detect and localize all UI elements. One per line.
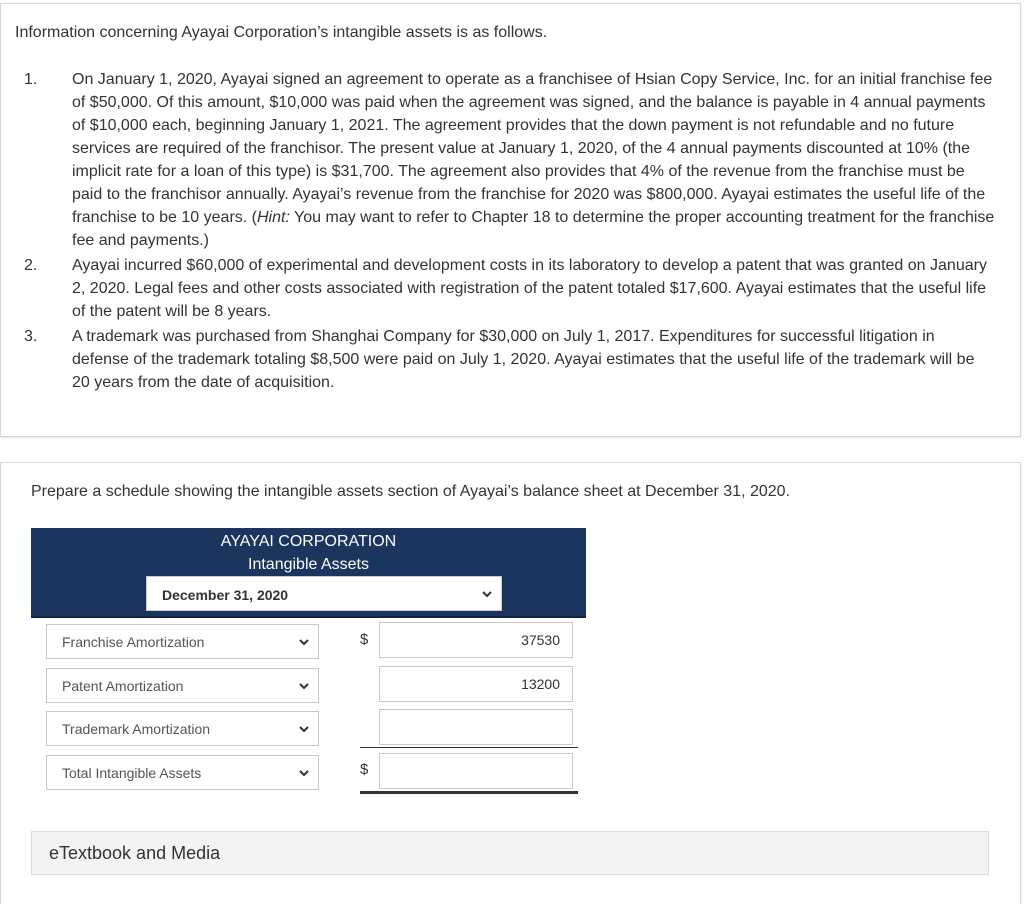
chevron-down-icon [298,680,310,692]
row-label: Trademark Amortization [62,721,211,737]
franchise-amount-input[interactable]: 37530 [379,622,573,658]
item-text-continued: You may want to refer to Chapter 18 to determine the proper accounting treatment for the franchise fee and payments.) [72,209,995,249]
row-label: Total Intangible Assets [62,765,202,781]
hint-label: Hint: [256,209,290,226]
list-item [15,68,995,252]
row-label: Patent Amortization [62,678,184,694]
answer-card [0,462,1021,904]
etextbook-media-button[interactable]: eTextbook and Media [31,831,989,875]
chevron-down-icon [298,723,310,735]
item-text: On January 1, 2020, Ayayai signed an agreement to operate as a franchisee of Hsian Copy Service, Inc. for an initial franchise fee of $50,000. Of this amount, $10,000 was paid when the agreement was signed, and the balance is payable in 4 annual payments of $10,000 each, beginning January 1, 2021. The agreement provides that the down payment is not refundable and no future services are required of the franchisor. The present value at January 1, 2020, of the 4 annual payments discounted at 10% (the implicit rate for a loan of this type) is $31,700. The agreement also provides that 4% of the revenue from the franchise must be paid to the franchisor annually. Ayayai’s revenue from the franchise for 2020 was $800,000. Ayayai estimates the useful life of the franchise to be 10 years. ( [72,71,993,226]
dollar-sign: $ [360,631,369,648]
total-double-rule [360,791,578,794]
subtotal-rule [360,747,578,748]
date-select[interactable] [146,576,502,611]
answer-prompt: Prepare a schedule showing the intangible assets section of Ayayai’s balance sheet at December 31, 2020. [31,483,791,500]
statement-header [31,528,586,618]
list-item [15,254,995,323]
row-label-select-franchise[interactable] [46,624,319,659]
item-text: Ayayai incurred $60,000 of experimental and development costs in its laboratory to develop a patent that was granted on January 2, 2020. Legal fees and other costs associated with registration of the patent totaled $17,600. Ayayai estimates that the useful life of the patent will be 8 years. [72,257,987,320]
dollar-sign: $ [360,761,369,778]
item-number: 2. [24,257,38,274]
statement-title: Intangible Assets [248,556,369,573]
patent-amount-input[interactable]: 13200 [379,666,573,702]
trademark-amount-input[interactable] [379,709,573,745]
question-items-list [15,68,995,394]
chevron-down-icon [481,588,493,600]
item-text: A trademark was purchased from Shanghai Company for $30,000 on July 1, 2017. Expenditures for successful litigation in defense of the trademark totaling $8,500 were paid on July 1, 2020. Ayayai estimates that the useful life of the trademark will be 20 years from the date of acquisition. [72,328,975,391]
row-label-select-patent[interactable] [46,668,319,703]
row-label-select-trademark[interactable] [46,711,319,746]
company-name: AYAYAI CORPORATION [220,533,397,550]
question-intro: Information concerning Ayayai Corporation’s intangible assets is as follows. [15,24,548,41]
date-select-value: December 31, 2020 [162,587,289,603]
item-number: 3. [24,328,38,345]
list-item [15,325,995,394]
item-number: 1. [24,71,38,88]
chevron-down-icon [298,636,310,648]
chevron-down-icon [298,767,310,779]
total-amount-input[interactable] [379,753,573,789]
question-card [0,3,1021,437]
row-label-select-total[interactable] [46,755,319,790]
row-label: Franchise Amortization [62,634,205,650]
